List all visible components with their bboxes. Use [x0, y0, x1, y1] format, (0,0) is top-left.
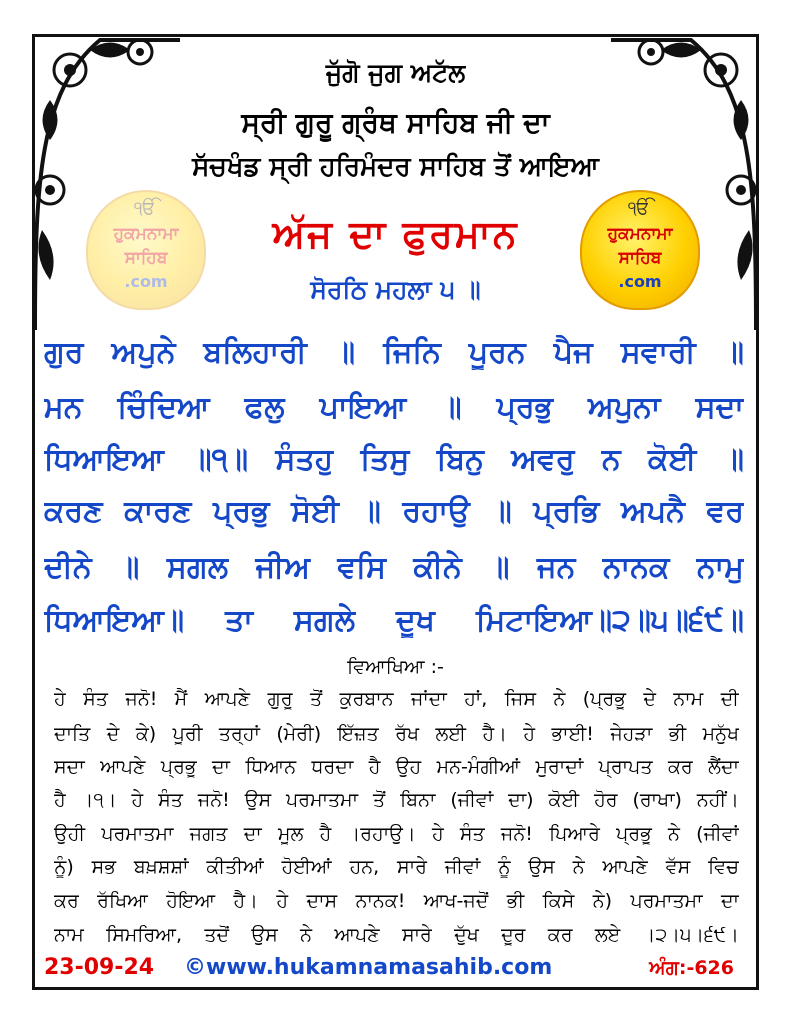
- raag-heading: ਸੋਰਠਿ ਮਹਲਾ ੫ ॥: [310, 275, 481, 304]
- verse-line: ਧਿਆਇਆ ॥੧॥ ਸੰਤਹੁ ਤਿਸੁ ਬਿਨੁ ਅਵਰੁ ਨ ਕੋਈ ॥: [44, 442, 744, 477]
- logo-text-2: ਸਾਹਿਬ: [124, 248, 168, 268]
- ang-number: ਅੰਗ:-626: [649, 957, 734, 979]
- explanation-heading: ਵਿਆਖਿਆ :-: [347, 656, 444, 678]
- logo-text-1: ਹੁਕਮਨਾਮਾ: [607, 224, 673, 244]
- explanation-line: ਨਾਮ ਸਿਮਰਿਆ, ਤਦੋਂ ਉਸ ਨੇ ਆਪਣੇ ਸਾਰੇ ਦੁੱਖ ਦੂਰ ਕਰ ਲਏ ।੨।੫।੬੯।: [54, 924, 739, 946]
- explanation-line: ਕਰ ਰੱਖਿਆ ਹੋਇਆ ਹੈ। ਹੇ ਦਾਸ ਨਾਨਕ! ਆਖ-ਜਦੋਂ ਭੀ ਕਿਸੇ ਨੇ) ਪਰਮਾਤਮਾ ਦਾ: [54, 890, 739, 912]
- verse-line: ਧਿਆਇਆ॥ ਤਾ ਸਗਲੇ ਦੂਖ ਮਿਟਾਇਆ॥੨॥੫॥੬੯॥: [44, 603, 744, 638]
- logo-text-2: ਸਾਹਿਬ: [618, 248, 662, 268]
- logo-text-1: ਹੁਕਮਨਾਮਾ: [113, 224, 179, 244]
- verse-line: ਕਰਣ ਕਾਰਣ ਪ੍ਰਭੁ ਸੋਈ ॥ ਰਹਾਉ ॥ ਪ੍ਰਭਿ ਅਪਨੈ ਵਰ: [44, 494, 744, 529]
- header-line-1: ਜੁੱਗੋ ਜੁਗ ਅਟੱਲ: [325, 58, 466, 87]
- logo: [580, 190, 700, 310]
- explanation-line: ਹੇ ਸੰਤ ਜਨੋ! ਮੈਂ ਆਪਣੇ ਗੁਰੂ ਤੋਂ ਕੁਰਬਾਨ ਜਾਂਦਾ ਹਾਂ, ਜਿਸ ਨੇ (ਪ੍ਰਭੂ ਦੇ ਨਾਮ ਦੀ: [54, 688, 739, 710]
- explanation-line: ਹੈ ।੧। ਹੇ ਸੰਤ ਜਨੋ! ਉਸ ਪਰਮਾਤਮਾ ਤੋਂ ਬਿਨਾ (ਜੀਵਾਂ ਦਾ) ਕੋਈ ਹੋਰ (ਰਾਖਾ) ਨਹੀਂ।: [54, 789, 739, 811]
- website-link[interactable]: ©www.hukamnamasahib.com: [184, 955, 553, 980]
- header-line-3: ਸੱਚਖੰਡ ਸ੍ਰੀ ਹਰਿਮੰਦਰ ਸਾਹਿਬ ਤੋਂ ਆਇਆ: [192, 152, 599, 182]
- verse-line: ਮਨ ਚਿੰਦਿਆ ਫਲੁ ਪਾਇਆ ॥ ਪ੍ਰਭੁ ਅਪੁਨਾ ਸਦਾ: [44, 390, 744, 425]
- footer: [44, 955, 744, 985]
- explanation-line: ਦਾਤਿ ਦੇ ਕੇ) ਪੂਰੀ ਤਰ੍ਹਾਂ (ਮੇਰੀ) ਇੱਜ਼ਤ ਰੱਖ ਲਈ ਹੈ। ਹੇ ਭਾਈ! ਜੇਹੜਾ ਭੀ ਮਨੁੱਖ: [54, 723, 739, 745]
- logo-text-3: .com: [124, 272, 168, 291]
- footer-date: 23-09-24: [44, 955, 155, 980]
- page-title: ਅੱਜ ਦਾ ਫੁਰਮਾਨ: [272, 212, 519, 256]
- explanation-line: ਉਹੀ ਪਰਮਾਤਮਾ ਜਗਤ ਦਾ ਮੂਲ ਹੈ ।ਰਹਾਉ। ਹੇ ਸੰਤ ਜਨੋ! ਪਿਆਰੇ ਪ੍ਰਭੂ ਨੇ (ਜੀਵਾਂ: [54, 823, 739, 845]
- explanation-line: ਨੂੰ) ਸਭ ਬਖ਼ਸ਼ਸ਼ਾਂ ਕੀਤੀਆਂ ਹੋਈਆਂ ਹਨ, ਸਾਰੇ ਜੀਵਾਂ ਨੂੰ ਉਸ ਨੇ ਆਪਣੇ ਵੱਸ ਵਿਚ: [54, 856, 739, 878]
- verse-line: ਗੁਰ ਅਪੁਨੇ ਬਲਿਹਾਰੀ ॥ ਜਿਨਿ ਪੂਰਨ ਪੈਜ ਸਵਾਰੀ ॥: [44, 335, 744, 370]
- explanation-line: ਸਦਾ ਆਪਣੇ ਪ੍ਰਭੂ ਦਾ ਧਿਆਨ ਧਰਦਾ ਹੈ ਉਹ ਮਨ-ਮੰਗੀਆਂ ਮੁਰਾਦਾਂ ਪ੍ਰਾਪਤ ਕਰ ਲੈਂਦਾ: [54, 756, 739, 778]
- khanda-icon: ੴ: [134, 198, 156, 219]
- logo-text-3: .com: [618, 272, 662, 291]
- header-line-2: ਸ੍ਰੀ ਗੁਰੂ ਗ੍ਰੰਥ ਸਾਹਿਬ ਜੀ ਦਾ: [241, 106, 550, 139]
- khanda-icon: ੴ: [628, 198, 650, 219]
- verse-line: ਦੀਨੇ ॥ ਸਗਲ ਜੀਅ ਵਸਿ ਕੀਨੇ ॥ ਜਨ ਨਾਨਕ ਨਾਮੁ: [44, 550, 744, 585]
